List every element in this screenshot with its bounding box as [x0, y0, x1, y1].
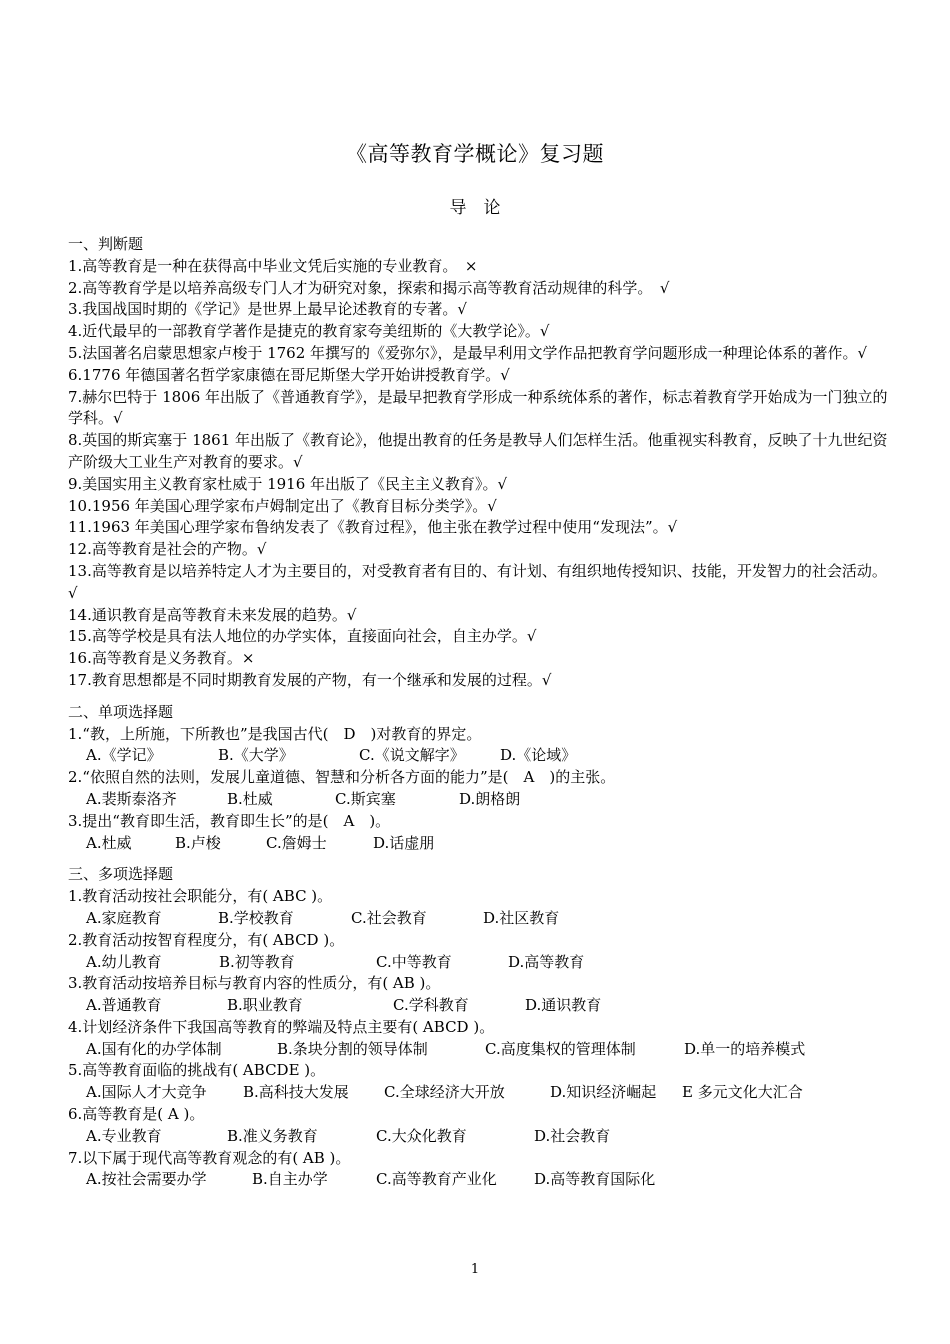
option: C.大众化教育	[376, 1126, 467, 1145]
document-title: 《高等教育学概论》复习题	[346, 142, 604, 166]
option: B.初等教育	[219, 952, 295, 971]
option: B.高科技大发展	[243, 1083, 349, 1102]
question-item: 8.英国的斯宾塞于 1861 年出版了《教育论》，他提出教育的任务是教导人们怎样生活。他重视实科教育，反映了十九世纪资产阶级大工业生产对教育的要求。√	[68, 431, 888, 471]
option: A.幼儿教育	[86, 952, 162, 971]
question-item: 10.1956 年美国心理学家布卢姆制定出了《教育目标分类学》。√	[68, 496, 497, 515]
question-item: 14.通识教育是高等教育未来发展的趋势。√	[68, 605, 357, 624]
option: A.家庭教育	[86, 908, 162, 927]
option: B.准义务教育	[227, 1126, 318, 1145]
option: A.裴斯泰洛齐	[86, 789, 177, 808]
question-item: 4.近代最早的一部教育学著作是捷克的教育家夸美纽斯的《大教学论》。√	[68, 322, 550, 341]
option: D.《论域》	[500, 746, 577, 765]
question-stem: 2.“依照自然的法则，发展儿童道德、智慧和分析各方面的能力”是( A )的主张。	[68, 768, 616, 787]
question-stem: 1.教育活动按社会职能分，有( ABC )。	[68, 887, 333, 906]
option: D.高等教育	[508, 952, 585, 971]
page-number: 1	[470, 1262, 480, 1277]
option-row	[68, 908, 888, 930]
option: C.斯宾塞	[335, 789, 396, 808]
document-body	[68, 234, 888, 1191]
question-stem: 3.提出“教育即生活，教育即生长”的是( A )。	[68, 811, 391, 830]
option-row	[68, 745, 888, 767]
option: C.高等教育产业化	[376, 1170, 497, 1189]
question-item: 17.教育思想都是不同时期教育发展的产物，有一个继承和发展的过程。√	[68, 670, 552, 689]
option: A.国际人才大竞争	[86, 1083, 207, 1102]
option-row	[68, 1039, 888, 1061]
option: D.社会教育	[534, 1126, 611, 1145]
section-heading: 三、多项选择题	[68, 865, 174, 884]
option-row	[68, 789, 888, 811]
section-true-false	[68, 234, 888, 692]
question-item: 5.法国著名启蒙思想家卢梭于 1762 年撰写的《爱弥尔》，是最早利用文学作品把教育学问题形成一种理论体系的著作。√	[68, 343, 868, 362]
option: B.学校教育	[218, 908, 294, 927]
option: C.中等教育	[376, 952, 452, 971]
option-row	[68, 833, 888, 855]
option: D.知识经济崛起	[550, 1083, 657, 1102]
option-row	[68, 952, 888, 974]
question-item: 13.高等教育是以培养特定人才为主要目的，对受教育者有目的、有计划、有组织地传授知识、技能，开发智力的社会活动。√	[68, 561, 887, 602]
option: A.国有化的办学体制	[86, 1039, 222, 1058]
question-stem: 3.教育活动按培养目标与教育内容的性质分，有( AB )。	[68, 974, 441, 993]
question-stem: 1.“教，上所施，下所教也”是我国古代( D )对教育的界定。	[68, 724, 482, 743]
question-stem: 4.计划经济条件下我国高等教育的弊端及特点主要有( ABCD )。	[68, 1017, 495, 1036]
option: C.《说文解字》	[359, 746, 465, 765]
section-heading: 一、判断题	[68, 235, 144, 253]
option-row	[68, 1169, 888, 1191]
option: A.按社会需要办学	[86, 1170, 207, 1189]
option: A.普通教育	[86, 996, 162, 1015]
question-item: 15.高等学校是具有法人地位的办学实体，直接面向社会，自主办学。√	[68, 627, 537, 646]
option: D.通识教育	[525, 996, 602, 1015]
section-multiple-choice	[68, 864, 888, 1191]
question-item: 9.美国实用主义教育家杜威于 1916 年出版了《民主主义教育》。√	[68, 474, 508, 493]
option: C.全球经济大开放	[384, 1083, 505, 1102]
section-heading: 二、单项选择题	[68, 702, 174, 721]
option: C.社会教育	[351, 908, 427, 927]
option: A.专业教育	[86, 1126, 162, 1145]
option: A.《学记》	[86, 746, 162, 765]
option: B.职业教育	[227, 996, 303, 1015]
question-item: 16.高等教育是义务教育。×	[68, 649, 255, 668]
option: D.单一的培养模式	[684, 1039, 806, 1058]
option: B.自主办学	[252, 1170, 328, 1189]
question-item: 11.1963 年美国心理学家布鲁纳发表了《教育过程》，他主张在教学过程中使用“发现法”。√	[68, 518, 678, 537]
option: C.高度集权的管理体制	[485, 1039, 636, 1058]
option: B.条块分割的领导体制	[277, 1039, 428, 1058]
question-item: 6.1776 年德国著名哲学家康德在哥尼斯堡大学开始讲授教育学。√	[68, 365, 510, 384]
question-stem: 2.教育活动按智育程度分，有( ABCD )。	[68, 930, 345, 949]
option: D.话虚朋	[373, 833, 435, 852]
question-stem: 6.高等教育是( A )。	[68, 1105, 205, 1124]
question-item: 12.高等教育是社会的产物。√	[68, 540, 267, 559]
option: D.社区教育	[483, 908, 560, 927]
option: B.卢梭	[175, 833, 221, 852]
chapter-title: 导 论	[449, 198, 501, 218]
option: D.朗格朗	[459, 789, 521, 808]
option: E 多元文化大汇合	[682, 1083, 803, 1102]
option-row	[68, 995, 888, 1017]
option: D.高等教育国际化	[534, 1170, 656, 1189]
option: B.杜威	[227, 789, 273, 808]
question-stem: 7.以下属于现代高等教育观念的有( AB )。	[68, 1148, 351, 1167]
option: B.《大学》	[218, 746, 294, 765]
option-row	[68, 1126, 888, 1148]
question-stem: 5.高等教育面临的挑战有( ABCDE )。	[68, 1061, 326, 1080]
question-item: 3.我国战国时期的《学记》是世界上最早论述教育的专著。√	[68, 300, 467, 319]
section-single-choice	[68, 702, 888, 855]
option: A.杜威	[86, 833, 132, 852]
option: C.詹姆士	[266, 833, 327, 852]
option: C.学科教育	[393, 996, 469, 1015]
question-item: 7.赫尔巴特于 1806 年出版了《普通教育学》，是最早把教育学形成一种系统体系的著作，标志着教育学开始成为一门独立的学科。√	[68, 387, 888, 428]
question-item: 2.高等教育学是以培养高级专门人才为研究对象，探索和揭示高等教育活动规律的科学。 √	[68, 278, 670, 297]
option-row	[68, 1082, 888, 1104]
question-item: 1.高等教育是一种在获得高中毕业文凭后实施的专业教育。 ×	[68, 256, 478, 275]
